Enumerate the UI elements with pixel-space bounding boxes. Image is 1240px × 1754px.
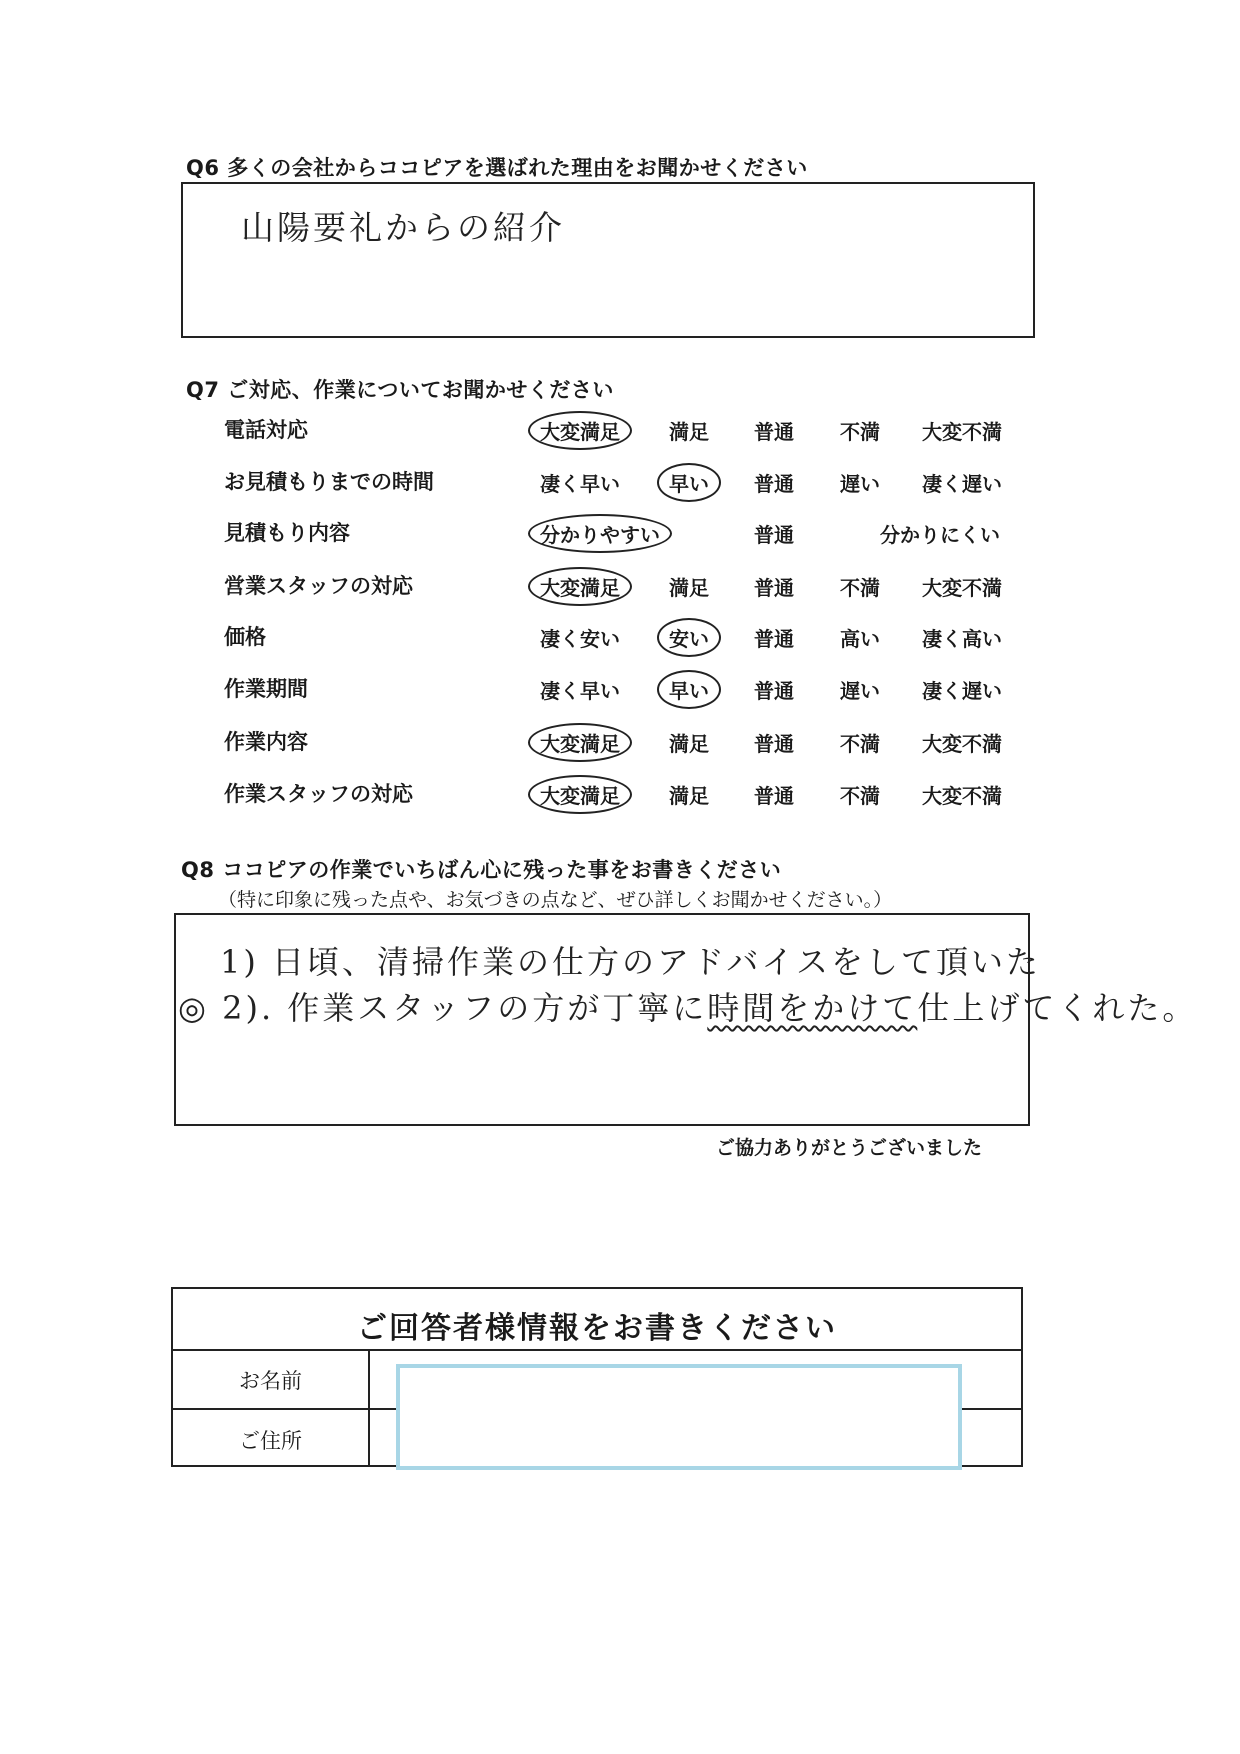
q8-subtitle: （特に印象に残った点や、お気づきの点など、ぜひ詳しくお聞かせください。） — [218, 889, 893, 911]
q7-option[interactable]: 不満 — [840, 784, 880, 808]
q7-option[interactable]: 凄く早い — [540, 679, 620, 703]
q7-option[interactable]: 安い — [657, 618, 721, 657]
q6-title: Q6 多くの会社からココピアを選ばれた理由をお聞かせください — [186, 156, 808, 180]
double-circle-mark: ◎ — [178, 989, 209, 1027]
q7-option[interactable]: 普通 — [754, 784, 794, 808]
q7-option[interactable]: 普通 — [754, 420, 794, 444]
name-label: お名前 — [239, 1369, 302, 1393]
q7-option[interactable]: 早い — [657, 463, 721, 502]
q7-option[interactable]: 遅い — [840, 679, 880, 703]
q8-answer-line-1: 1) 日頃、清掃作業の仕方のアドバイスをして頂いた — [220, 943, 1042, 981]
q7-row-label: 価格 — [224, 625, 266, 649]
respondent-info-title: ご回答者様情報をお書きください — [357, 1311, 837, 1346]
q8-answer-line-2 — [178, 983, 1197, 1029]
q7-row-label: 作業スタッフの対応 — [224, 782, 413, 806]
q7-row-label: 見積もり内容 — [224, 521, 350, 545]
q7-option[interactable]: 普通 — [754, 679, 794, 703]
q7-option[interactable]: 普通 — [754, 523, 794, 547]
q7-title: Q7 ご対応、作業についてお聞かせください — [186, 378, 614, 402]
q8-answer-box[interactable] — [174, 913, 1198, 1126]
q7-option[interactable]: 大変満足 — [528, 411, 632, 450]
redacted-input-area[interactable] — [396, 1364, 962, 1470]
q7-option[interactable]: 満足 — [669, 732, 709, 756]
q8-line2-underlined: 時間をかけて — [707, 989, 918, 1027]
q6-handwritten-answer: 山陽要礼からの紹介 — [241, 208, 565, 247]
q7-option[interactable]: 凄く遅い — [922, 472, 1002, 496]
q7-option[interactable]: 高い — [840, 627, 880, 651]
q7-option[interactable]: 普通 — [754, 732, 794, 756]
q7-option[interactable]: 大変不満 — [922, 576, 1002, 600]
q7-option[interactable]: 満足 — [669, 576, 709, 600]
q7-option[interactable]: 大変不満 — [922, 732, 1002, 756]
q7-option[interactable]: 凄く安い — [540, 627, 620, 651]
address-label: ご住所 — [239, 1429, 302, 1453]
q7-option[interactable]: 普通 — [754, 472, 794, 496]
q7-option[interactable]: 満足 — [669, 784, 709, 808]
q7-option[interactable]: 分かりにくい — [880, 523, 1000, 547]
q7-option[interactable]: 早い — [657, 670, 721, 709]
q7-option[interactable]: 遅い — [840, 472, 880, 496]
q7-option[interactable]: 大変満足 — [528, 775, 632, 814]
q7-option[interactable]: 大変満足 — [528, 567, 632, 606]
q8-line2-part-c: 仕上げてくれた。 — [917, 989, 1198, 1027]
q7-option[interactable]: 満足 — [669, 420, 709, 444]
q7-option[interactable]: 分かりやすい — [528, 514, 672, 553]
q7-option[interactable]: 大変不満 — [922, 420, 1002, 444]
q7-row-label: 作業期間 — [224, 677, 308, 701]
q7-option[interactable]: 不満 — [840, 732, 880, 756]
q7-option[interactable]: 大変不満 — [922, 784, 1002, 808]
q8-line2-part-a: 2). 作業スタッフの方が丁寧に — [222, 989, 708, 1027]
q7-option[interactable]: 普通 — [754, 576, 794, 600]
q7-option[interactable]: 大変満足 — [528, 723, 632, 762]
q7-option[interactable]: 凄く早い — [540, 472, 620, 496]
q7-row-label: お見積もりまでの時間 — [224, 470, 434, 494]
q7-option[interactable]: 不満 — [840, 576, 880, 600]
q7-row-label: 作業内容 — [224, 730, 308, 754]
q6-answer-box[interactable] — [181, 182, 1035, 338]
q7-option[interactable]: 普通 — [754, 627, 794, 651]
q7-option[interactable]: 不満 — [840, 420, 880, 444]
q7-row-label: 営業スタッフの対応 — [224, 574, 413, 598]
q7-option[interactable]: 凄く遅い — [922, 679, 1002, 703]
thanks-text: ご協力ありがとうございました — [716, 1137, 983, 1159]
q7-row-label: 電話対応 — [224, 418, 308, 442]
q8-title: Q8 ココピアの作業でいちばん心に残った事をお書きください — [181, 858, 782, 882]
q7-option[interactable]: 凄く高い — [922, 627, 1002, 651]
